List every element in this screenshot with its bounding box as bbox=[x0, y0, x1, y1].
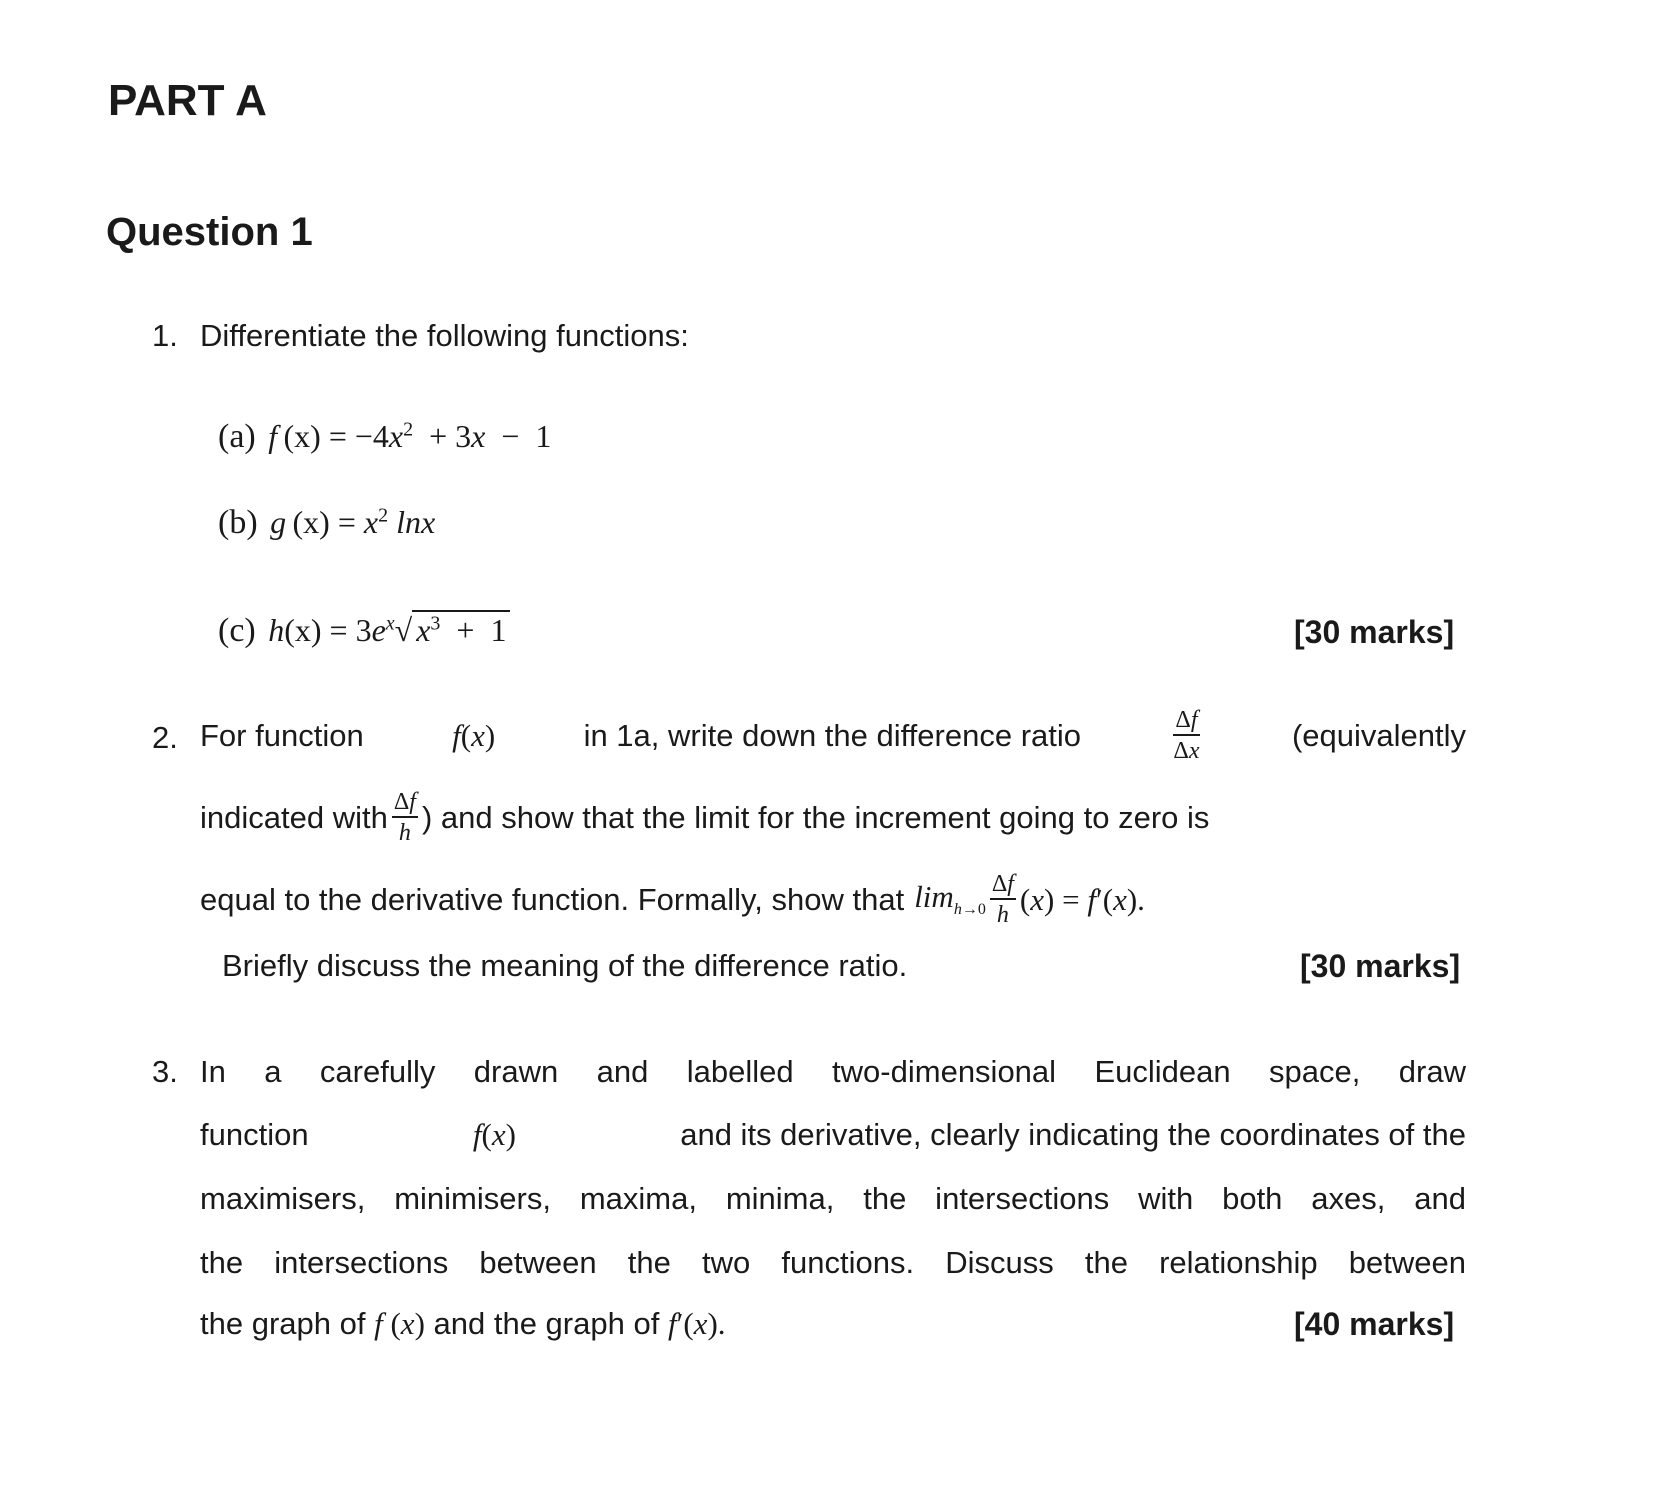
q3-fx-graph: f (x) bbox=[374, 1306, 425, 1341]
q3-line5-mid: and the graph of bbox=[433, 1306, 660, 1341]
q2-marks: [30 marks] bbox=[1300, 948, 1461, 984]
delta-f-over-h-fraction: $\frac{\Delta f}{h}$ bbox=[393, 789, 416, 846]
q2-line2-b: ) and show that the limit for the increment going to zero is bbox=[421, 799, 1210, 835]
q3-line-1: In a carefully drawn and labelled two-dimensional Euclidean space, draw bbox=[200, 1054, 1466, 1089]
q3-line-2 bbox=[200, 1117, 1466, 1153]
q3-fx: f(x) bbox=[472, 1117, 516, 1152]
q3-marks: [40 marks] bbox=[1294, 1306, 1455, 1342]
limit-result: (x) = f′(x). bbox=[1019, 881, 1145, 917]
q2-line-2 bbox=[200, 790, 1466, 845]
q2-line-4: Briefly discuss the meaning of the difference ratio. bbox=[222, 948, 908, 983]
item-c-label: (c) bbox=[218, 612, 256, 649]
q1-prompt: Differentiate the following functions: bbox=[200, 318, 689, 353]
q1-number: 1. bbox=[152, 318, 178, 353]
q3-line-5 bbox=[200, 1306, 726, 1342]
q2-line1-b: in 1a, write down the difference ratio bbox=[583, 717, 1082, 753]
q3-line2-prefix: function bbox=[200, 1117, 309, 1152]
q1-item-a bbox=[218, 418, 551, 456]
question-title: Question 1 bbox=[106, 210, 313, 254]
q1-item-c bbox=[218, 612, 510, 650]
item-a-label: (a) bbox=[218, 418, 256, 455]
part-title: PART A bbox=[108, 76, 267, 125]
q3-line2-rest: and its derivative, clearly indicating the coordinates of the bbox=[680, 1117, 1466, 1152]
q3-line-4: the intersections between the two functions. Discuss the relationship between bbox=[200, 1245, 1466, 1280]
q1-item-b bbox=[218, 504, 435, 542]
q2-line-1 bbox=[200, 708, 1466, 763]
q3-line5-prefix: the graph of bbox=[200, 1306, 366, 1341]
q2-line-3 bbox=[200, 872, 1145, 927]
equation-a: f $(x) = -4x^2 + 3x - 1$ bbox=[268, 418, 552, 454]
limit-expression: $\lim_{h\to 0}$ bbox=[914, 879, 986, 919]
q2-line1-c: (equivalently bbox=[1291, 717, 1466, 753]
q2-line2-a: indicated with bbox=[200, 799, 388, 835]
q3-fprime: f′(x). bbox=[667, 1306, 726, 1341]
q3-line-3: maximisers, minimisers, maxima, minima, the intersections with both axes, and bbox=[200, 1181, 1466, 1216]
limit-fraction: $\frac{\Delta f}{h}$ bbox=[991, 871, 1014, 928]
difference-ratio-fraction: $\frac{\Delta f}{\Delta x}$ bbox=[1173, 707, 1200, 764]
q2-line1-a: For function bbox=[200, 717, 364, 753]
q3-number: 3. bbox=[152, 1054, 178, 1089]
equation-c: $h(x) = 3e^x√$ $x^3 + 1$ bbox=[260, 612, 510, 648]
item-b-label: (b) bbox=[218, 504, 258, 541]
q2-fx: f(x) bbox=[452, 717, 496, 753]
q2-line3-a: equal to the derivative function. Formally, show that bbox=[200, 881, 905, 917]
q1-marks: [30 marks] bbox=[1294, 614, 1455, 650]
equation-b: g $(x) = x^2$ lnx bbox=[270, 504, 436, 540]
q2-number: 2. bbox=[152, 720, 178, 755]
